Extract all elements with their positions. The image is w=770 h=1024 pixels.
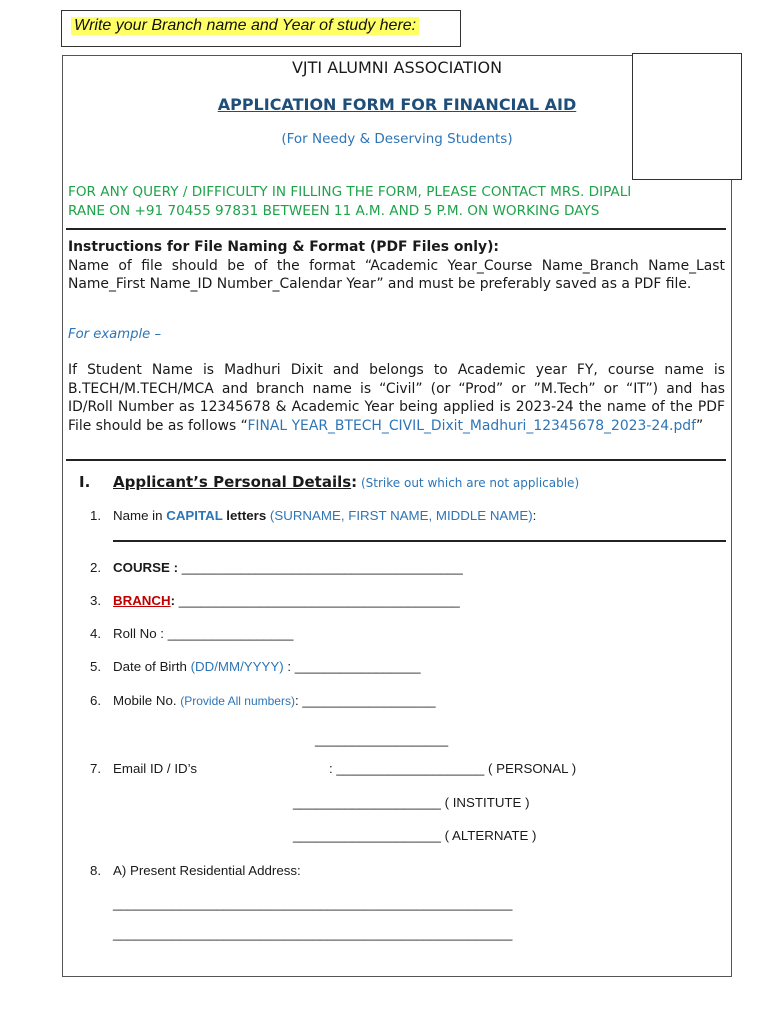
- field-colon: :: [283, 659, 295, 674]
- field-branch: [90, 593, 460, 608]
- field-name: [90, 508, 536, 523]
- query-note: [68, 183, 718, 221]
- example-paragraph: [68, 361, 725, 435]
- email-alternate-label: ( ALTERNATE ): [440, 828, 537, 843]
- email-personal-row: [329, 761, 576, 776]
- branch-year-note-box: [61, 10, 461, 47]
- field-label: Date of Birth: [113, 659, 191, 674]
- section-colon: :: [351, 473, 358, 491]
- item-number: 3.: [90, 593, 102, 608]
- item-number: 8.: [90, 863, 102, 878]
- instructions: [68, 238, 725, 294]
- email-institute-label: ( INSTITUTE ): [440, 795, 530, 810]
- form-subtitle: (For Needy & Deserving Students): [281, 131, 513, 147]
- instructions-heading: Instructions for File Naming & Format (PDF Files only):: [68, 239, 499, 255]
- section-number: I.: [79, 473, 91, 491]
- field-label: BRANCH: [113, 593, 171, 608]
- address-input-line-2[interactable]: ______________________________________________________: [113, 926, 513, 941]
- email-alternate-input-line[interactable]: ____________________: [293, 828, 441, 843]
- example-close: ”: [695, 417, 704, 434]
- org-name: VJTI ALUMNI ASSOCIATION: [291, 58, 503, 77]
- query-line-2: RANE ON +91 70455 97831 BETWEEN 11 A.M. AND 5 P.M. ON WORKING DAYS: [68, 203, 600, 219]
- section-title: Applicant’s Personal Details: [113, 473, 352, 491]
- item-number: 7.: [90, 761, 102, 776]
- field-colon: :: [170, 593, 179, 608]
- example-filename: FINAL YEAR_BTECH_CIVIL_Dixit_Madhuri_12345678_2023-24.pdf: [247, 417, 696, 434]
- dob-input-line[interactable]: _________________: [294, 659, 421, 674]
- field-label: Name in: [113, 508, 167, 523]
- item-number: 4.: [90, 626, 102, 641]
- field-mobile: [90, 693, 436, 708]
- field-email: [90, 761, 197, 776]
- field-hint: (Provide All numbers): [180, 694, 295, 708]
- field-dob: [90, 659, 421, 674]
- field-hint: (SURNAME, FIRST NAME, MIDDLE NAME): [266, 508, 533, 523]
- email-alternate-row: [293, 828, 536, 843]
- course-input-line[interactable]: ______________________________________: [181, 560, 463, 575]
- item-number: 6.: [90, 693, 102, 708]
- section-personal-details: [79, 473, 579, 491]
- email-institute-input-line[interactable]: ____________________: [293, 795, 441, 810]
- form-title: APPLICATION FORM FOR FINANCIAL AID: [217, 95, 577, 114]
- field-hint: (DD/MM/YYYY): [190, 659, 284, 674]
- mobile-input-line-2[interactable]: __________________: [315, 732, 449, 747]
- email-personal-input-line[interactable]: ____________________: [336, 761, 485, 776]
- field-colon: :: [532, 508, 537, 523]
- item-number: 5.: [90, 659, 102, 674]
- divider: [66, 459, 726, 461]
- email-personal-label: ( PERSONAL ): [484, 761, 577, 776]
- address-input-line-1[interactable]: ______________________________________________________: [113, 896, 513, 911]
- field-label: Mobile No.: [113, 693, 181, 708]
- field-label: COURSE :: [113, 560, 182, 575]
- field-label: A) Present Residential Address:: [113, 863, 301, 878]
- branch-year-note: Write your Branch name and Year of study here:: [71, 17, 419, 35]
- field-label-emphasis: CAPITAL: [166, 508, 223, 523]
- field-label-bold: letters: [222, 508, 267, 523]
- field-label: Email ID / ID’s: [113, 761, 197, 776]
- section-note: (Strike out which are not applicable): [357, 476, 580, 490]
- email-institute-row: [293, 795, 530, 810]
- field-label: Roll No :: [113, 626, 168, 641]
- example-body: If Student Name is Madhuri Dixit and belongs to Academic year FY, course name is B.TECH/M.TECH/MCA and branch name is “Civil” (or “Prod” or ”M.Tech” or “IT”) and has ID/Roll Number as 12345678 & Academic Year being applied is 2023-24 the name of the PDF File should be as follows “: [68, 362, 725, 434]
- field-course: [90, 560, 463, 575]
- divider: [66, 228, 726, 230]
- name-input-line[interactable]: [113, 540, 726, 542]
- query-line-1: FOR ANY QUERY / DIFFICULTY IN FILLING THE FORM, PLEASE CONTACT MRS. DIPALI: [68, 184, 632, 200]
- mobile-input-line-1[interactable]: __________________: [302, 693, 436, 708]
- item-number: 2.: [90, 560, 102, 575]
- example-label: For example –: [68, 327, 162, 342]
- field-colon: :: [294, 693, 303, 708]
- instructions-body: Name of file should be of the format “Academic Year_Course Name_Branch Name_Last Name_First Name_ID Number_Calendar Year” and must be preferably saved as a PDF file.: [68, 257, 725, 292]
- branch-input-line[interactable]: ______________________________________: [178, 593, 460, 608]
- field-address: [90, 863, 301, 878]
- field-colon: :: [329, 761, 333, 776]
- roll-no-input-line[interactable]: _________________: [167, 626, 294, 641]
- field-roll-no: [90, 626, 293, 641]
- item-number: 1.: [90, 508, 102, 523]
